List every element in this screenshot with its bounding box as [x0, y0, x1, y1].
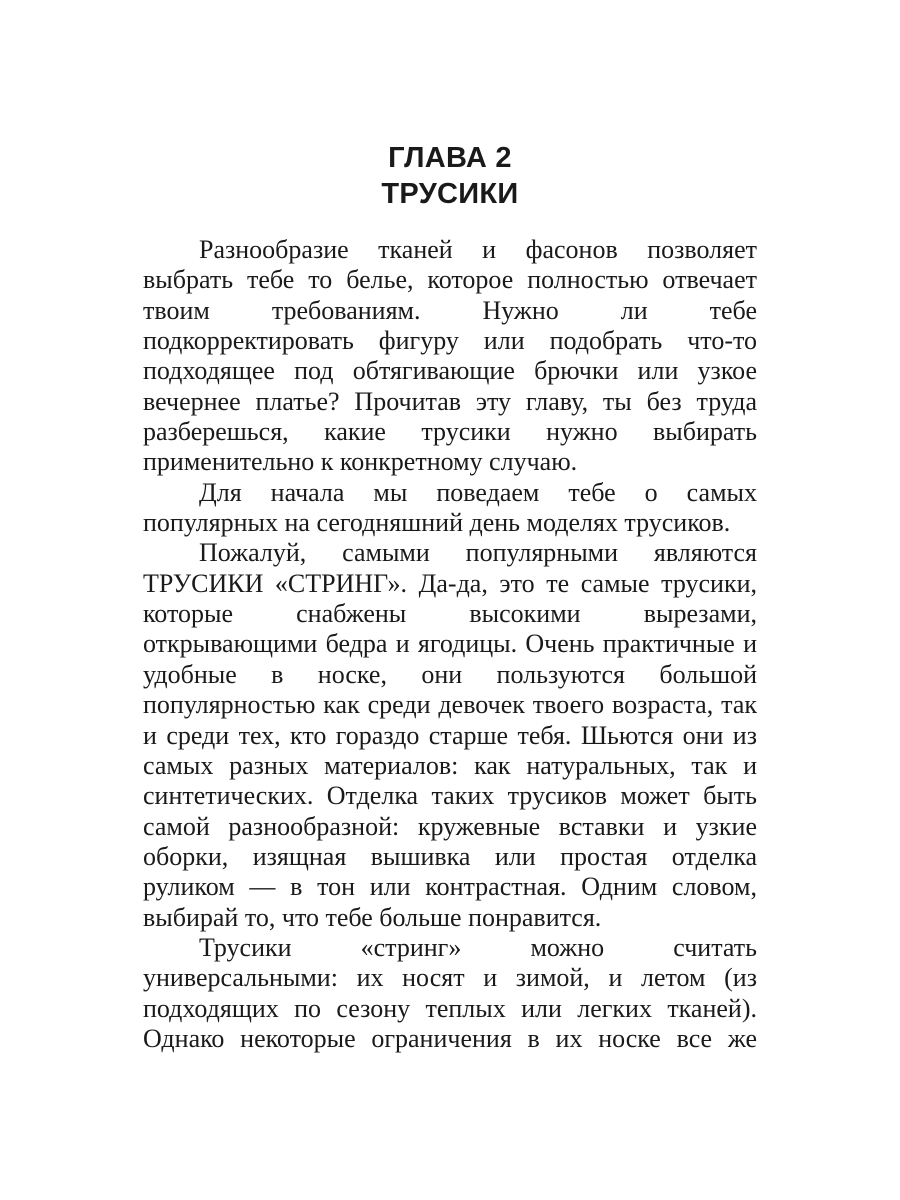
text-line: выбрать тебе то белье, которое полностью отвечает — [143, 265, 757, 295]
text-line: и среди тех, кто гораздо старше тебя. Шьются они из — [143, 720, 757, 750]
text-line: Трусики «стринг» можно считать — [199, 932, 757, 962]
text-line: которые снабжены высокими вырезами, — [143, 599, 757, 629]
text-line: подкорректировать фигуру или подобрать что-то — [143, 326, 757, 356]
text-line: универсальными: их носят и зимой, и летом (из — [143, 963, 757, 993]
text-line: открывающими бедра и ягодицы. Очень практичные и — [143, 629, 757, 659]
text-line: популярных на сегодняшний день моделях трусиков. — [143, 508, 731, 538]
text-line: подходящее под обтягивающие брючки или узкое — [143, 356, 757, 386]
text-line: применительно к конкретному случаю. — [143, 447, 578, 477]
paragraph — [143, 933, 757, 1054]
text-line: ТРУСИКИ «СТРИНГ». Да-да, это те самые трусики, — [143, 568, 757, 598]
paragraph — [143, 478, 757, 539]
text-line: вечернее платье? Прочитав эту главу, ты без труда — [143, 386, 757, 416]
text-line: оборки, изящная вышивка или простая отделка — [143, 841, 757, 871]
text-line: самых разных материалов: как натуральных, так и — [143, 750, 757, 780]
text-line: популярностью как среди девочек твоего возраста, так — [143, 690, 757, 720]
text-line: руликом — в тон или контрастная. Одним словом, — [143, 872, 757, 902]
text-line: Для начала мы поведаем тебе о самых — [199, 477, 757, 507]
text-line: разберешься, какие трусики нужно выбирать — [143, 417, 757, 447]
text-line: самой разнообразной: кружевные вставки и узкие — [143, 811, 757, 841]
text-line: твоим требованиям. Нужно ли тебе — [143, 295, 757, 325]
chapter-heading — [143, 140, 757, 212]
chapter-number: ГЛАВА 2 — [388, 142, 512, 174]
text-line: Пожалуй, самыми популярными являются — [199, 538, 757, 568]
text-line: выбирай то, что тебе больше понравится. — [143, 902, 602, 932]
text-line: Разнообразие тканей и фасонов позволяет — [199, 235, 757, 264]
paragraph — [143, 235, 757, 478]
text-line: подходящих по сезону теплых или легких тканей). — [143, 993, 757, 1023]
text-line: удобные в носке, они пользуются большой — [143, 659, 757, 689]
paragraph — [143, 538, 757, 932]
chapter-body — [143, 235, 757, 1054]
text-line: Однако некоторые ограничения в их носке все же — [143, 1023, 757, 1053]
text-line: синтетических. Отделка таких трусиков может быть — [143, 781, 757, 811]
chapter-title: ТРУСИКИ — [381, 178, 519, 210]
